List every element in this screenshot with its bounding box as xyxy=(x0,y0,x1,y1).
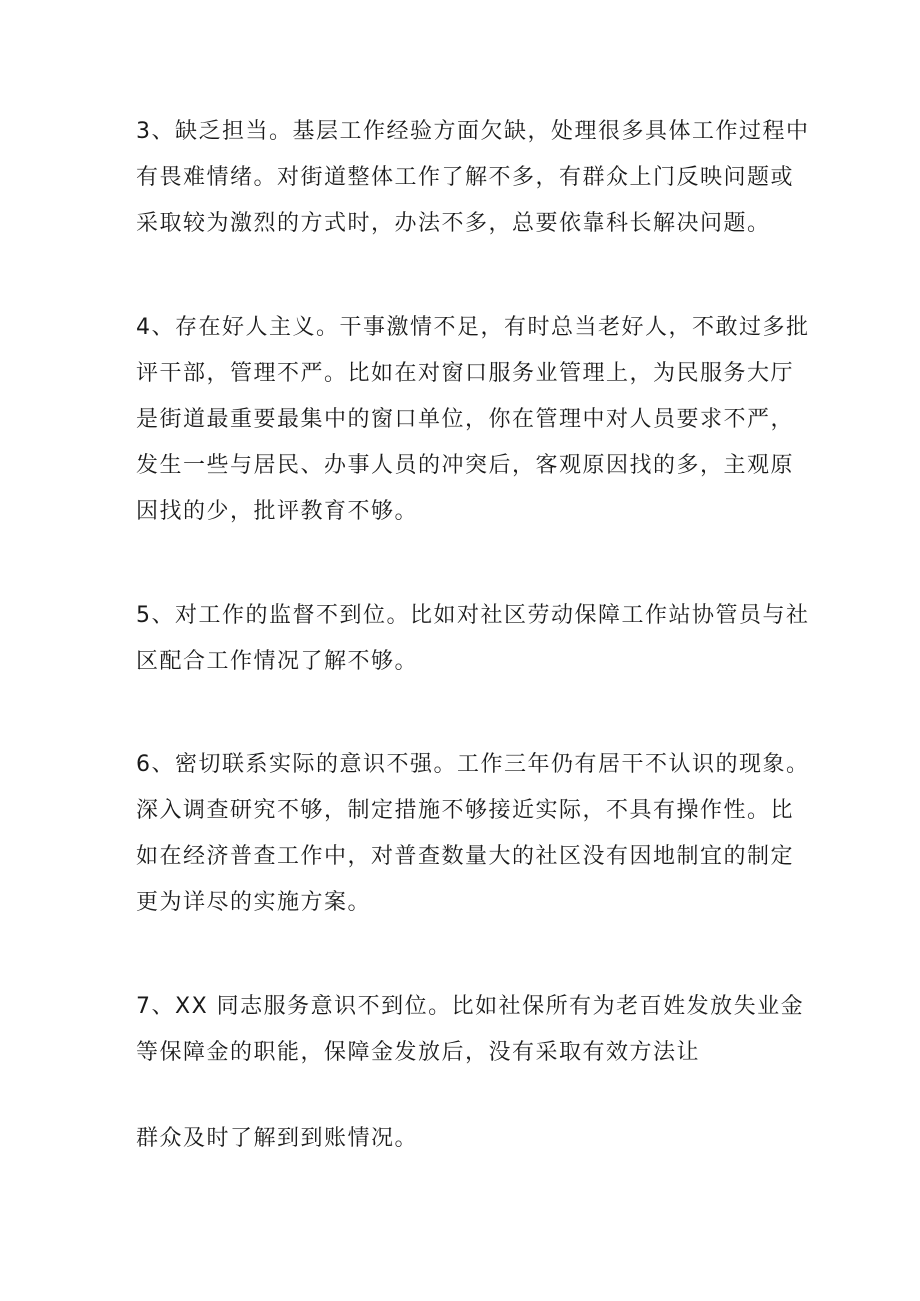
text-line: 6、密切联系实际的意识不强。工作三年仍有居干不认识的现象。 xyxy=(136,752,810,777)
text-line: 有畏难情绪。对街道整体工作了解不多，有群众上门反映问题或 xyxy=(136,165,795,190)
text-line: 是街道最重要最集中的窗口单位，你在管理中对人员要求不严， xyxy=(136,407,795,432)
text-line: 5、对工作的监督不到位。比如对社区劳动保障工作站协管员与社 xyxy=(136,603,810,628)
text-line: 评干部，管理不严。比如在对窗口服务业管理上，为民服务大厅 xyxy=(136,361,795,386)
text-line: 发生一些与居民、办事人员的冲突后，客观原因找的多，主观原 xyxy=(136,453,795,478)
text-line: 如在经济普查工作中，对普查数量大的社区没有因地制宜的制定 xyxy=(136,844,795,869)
text-line: 3、缺乏担当。基层工作经验方面欠缺，处理很多具体工作过程中 xyxy=(136,119,810,144)
text-line: 更为详尽的实施方案。 xyxy=(136,890,372,915)
text-line: 4、存在好人主义。干事激情不足，有时总当老好人，不敢过多批 xyxy=(136,315,810,340)
text-line: 群众及时了解到到账情况。 xyxy=(136,1126,419,1151)
text-line: 深入调查研究不够，制定措施不够接近实际，不具有操作性。比 xyxy=(136,798,795,823)
text-line: 区配合工作情况了解不够。 xyxy=(136,649,419,674)
text-line: 因找的少，批评教育不够。 xyxy=(136,499,419,524)
text-line: 等保障金的职能，保障金发放后，没有采取有效方法让 xyxy=(136,1040,701,1065)
text-line: 7、XX 同志服务意识不到位。比如社保所有为老百姓发放失业金 xyxy=(136,994,805,1019)
text-line: 采取较为激烈的方式时，办法不多，总要依靠科长解决问题。 xyxy=(136,211,771,236)
